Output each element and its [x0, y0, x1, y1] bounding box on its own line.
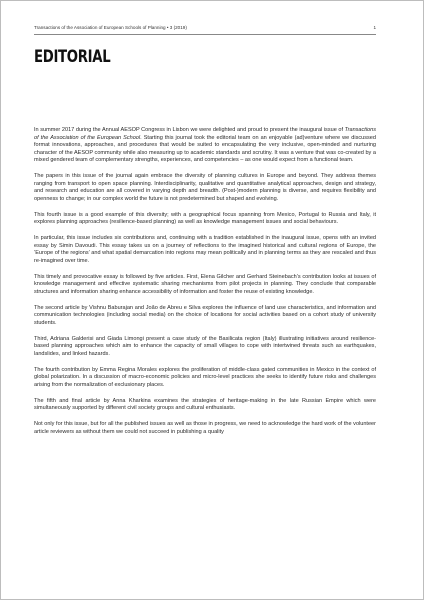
paragraph: The fourth contribution by Emma Regina Morales explores the proliferation of middle-class gated communities in Mexico in the context of global polarization. In a discussion of macro-economic policies and micro-level practices she seeks to identify future risks and challenges arising from the normalization of exclusionary places. — [34, 366, 376, 388]
paragraph: The second article by Vishnu Baburajan and João de Abreu e Silva explores the influence of land use characteristics, and information and communication technologies (including social media) on the choice of locations for social activities based on a cohort study of university students. — [34, 304, 376, 326]
paragraph: This timely and provocative essay is followed by five articles. First, Elena Gilcher and Gerhard Steinebach’s contribution looks at issues of knowledge management and effective systematic sharing mechanisms from pilot projects in planning. They conclude that comparable structures and information sharing enhance accessibility of information and foster the reuse of existing knowledge. — [34, 273, 376, 295]
paragraph: Not only for this issue, but for all the published issues as well as those in progress, we need to acknowledge the hard work of the volunteer article reviewers as without them we could not succeed in publishing a quality — [34, 420, 376, 435]
page-title: EDITORIAL — [34, 47, 111, 67]
journal-header-text: Transactions of the Association of European Schools of Planning • 3 (2019) — [34, 25, 187, 30]
paragraph: In summer 2017 during the Annual AESOP Congress in Lisbon we were delighted and proud to present the inaugural issue of Transactions of the Association of the European School. Starting this journal took the editorial team on an enjoyable (ad)venture where we discussed format innovations, approaches, and procedures that would be suited to encapsulating the very inclusive, open-minded and nurturing character of the AESOP community while also measuring up to academic standards and scrutiny. It was a venture that was co-created by a mixed gendered team of complementary strengths, experiences, and competencies – as one would expect from a functional team. — [34, 127, 376, 164]
running-header — [34, 25, 376, 30]
paragraph: The fifth and final article by Anna Kharkina examines the strategies of heritage-making in the late Russian Empire which were simultaneously supported by different civil society groups and cultural enthusiasts. — [34, 397, 376, 412]
page-number: 1 — [373, 25, 376, 30]
paragraph: In particular, this issue includes six contributions and, continuing with a tradition established in the inaugural issue, opens with an invited essay by Simin Davoudi. This essay takes us on a journey of reflections to the imagined historical and cultural regions of Europe, the ‘Europe of the regions’ and what spatial demarcation into regions may mean politically and in planning terms as they are rescaled and thus re-imagined over time. — [34, 235, 376, 264]
paragraph: This fourth issue is a good example of this diversity; with a geographical focus spanning from Mexico, Portugal to Russia and Italy, it explores planning approaches (resilience-based planning) as well as knowledge management issues and social behaviours. — [34, 211, 376, 226]
paragraph: Third, Adriana Galderisi and Giada Limongi present a case study of the Basilicata region (Italy) illustrating initiatives around resilience-based planning approaches which aim to enhance the capacity of small villages to cope with intertwined threats such as earthquakes, landslides, and linked hazards. — [34, 335, 376, 357]
editorial-body — [34, 127, 376, 444]
header-divider — [34, 34, 376, 35]
paragraph: The papers in this issue of the journal again embrace the diversity of planning cultures in Europe and beyond. They address themes ranging from transport to open space planning. Interdisciplinarity, qualitative and quantitative analytical approaches, design and strategy, and research and education are all covered in varying depth and breadth. (Post-)modern planning is diverse, and requires flexibility and openness to change; in our complex world the future is not predetermined but shaped and evolving. — [34, 173, 376, 202]
